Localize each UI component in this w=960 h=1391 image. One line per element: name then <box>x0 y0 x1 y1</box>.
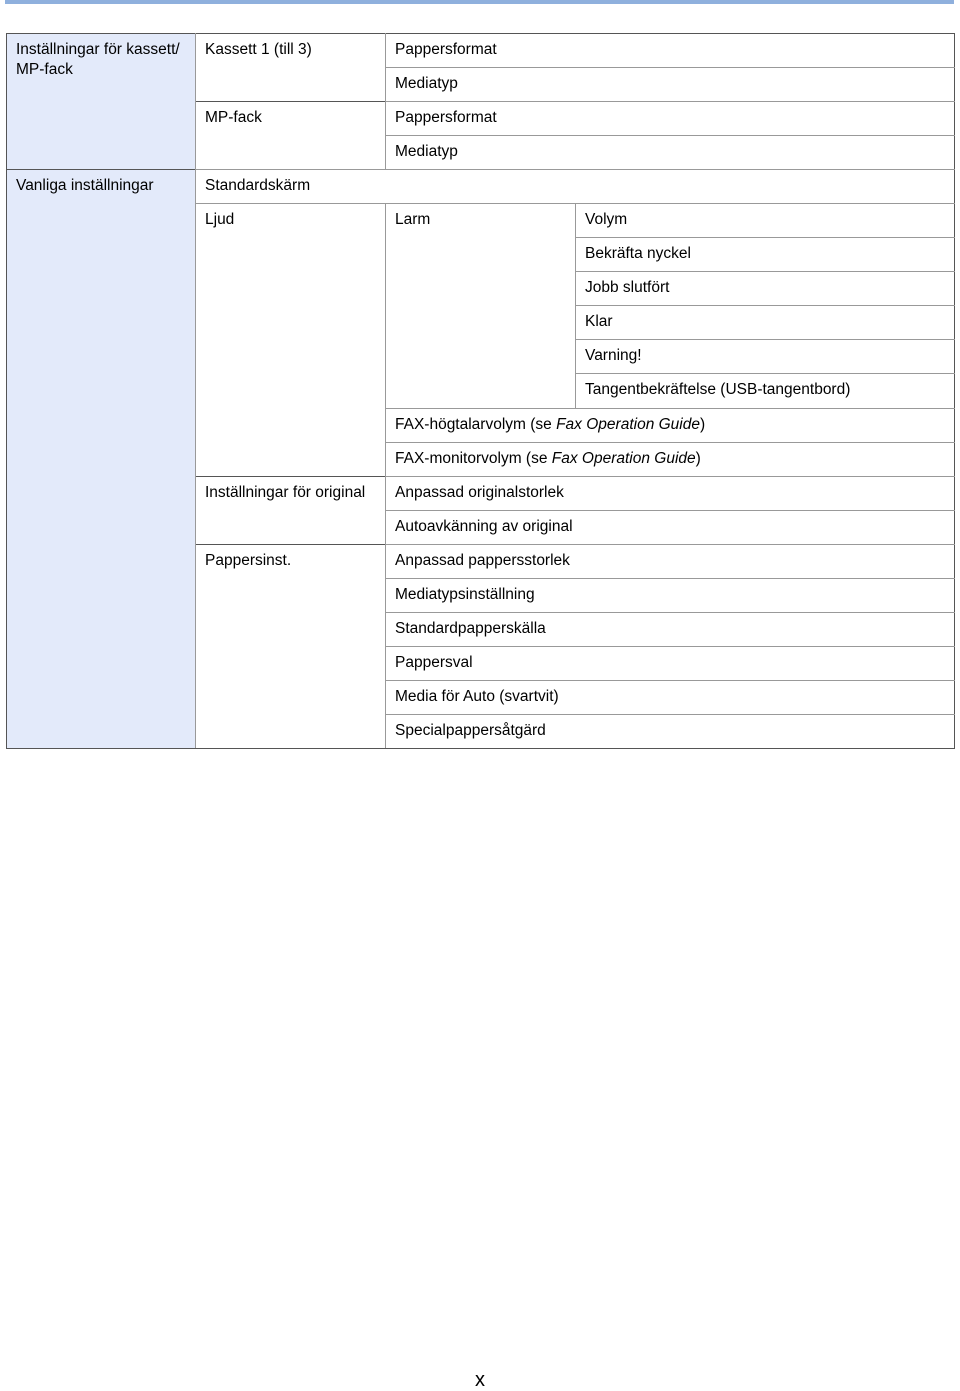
category-common-settings: Vanliga inställningar <box>7 170 196 749</box>
leaf-label: FAX-högtalarvolym (se <box>395 415 557 433</box>
menu-item-alarm: Larm <box>386 204 576 408</box>
menu-leaf-special-paper-action: Specialpappersåtgärd <box>386 714 955 748</box>
menu-leaf-key-confirmation: Bekräfta nyckel <box>576 238 955 272</box>
category-cassette-mp-tray: Inställningar för kassett/ MP-fack <box>7 34 196 170</box>
table-row <box>7 170 955 204</box>
menu-leaf-media-type: Mediatyp <box>386 68 955 102</box>
menu-leaf-media-for-auto: Media för Auto (svartvit) <box>386 680 955 714</box>
menu-leaf-job-finished: Jobb slutfört <box>576 272 955 306</box>
menu-leaf-paper-selection: Pappersval <box>386 646 955 680</box>
menu-leaf-volume: Volym <box>576 204 955 238</box>
menu-item-sound: Ljud <box>196 204 386 476</box>
menu-leaf-auto-detect-original: Autoavkänning av original <box>386 510 955 544</box>
menu-item-default-screen: Standardskärm <box>196 170 955 204</box>
menu-leaf-keyboard-confirmation: Tangentbekräftelse (USB-tangentbord) <box>576 374 955 408</box>
menu-item-cassette: Kassett 1 (till 3) <box>196 34 386 102</box>
leaf-label: FAX-monitorvolym (se <box>395 449 552 467</box>
leaf-label-suffix: ) <box>695 449 701 467</box>
menu-leaf-paper-size: Pappersformat <box>386 102 955 136</box>
page-number: x <box>475 1369 485 1391</box>
settings-menu-table <box>6 33 955 749</box>
menu-leaf-paper-size: Pappersformat <box>386 34 955 68</box>
top-rule <box>5 0 954 4</box>
menu-leaf-default-paper-source: Standardpapperskälla <box>386 612 955 646</box>
table-row <box>7 34 955 68</box>
leaf-label-suffix: ) <box>699 415 706 433</box>
menu-item-mp-tray: MP-fack <box>196 102 386 170</box>
guide-reference: Fax Operation Guide <box>556 415 700 433</box>
menu-item-original-settings: Inställningar för original <box>196 476 386 544</box>
menu-leaf-warning: Varning! <box>576 340 955 374</box>
menu-leaf-ready: Klar <box>576 306 955 340</box>
menu-leaf-fax-monitor-volume <box>386 442 955 476</box>
guide-reference: Fax Operation Guide <box>551 449 696 467</box>
menu-item-paper-settings: Pappersinst. <box>196 544 386 748</box>
menu-leaf-media-type-setting: Mediatypsinställning <box>386 578 955 612</box>
menu-leaf-custom-paper-size: Anpassad pappersstorlek <box>386 544 955 578</box>
menu-leaf-fax-speaker-volume <box>386 408 955 442</box>
menu-leaf-custom-original-size: Anpassad originalstorlek <box>386 476 955 510</box>
menu-leaf-media-type: Mediatyp <box>386 136 955 170</box>
